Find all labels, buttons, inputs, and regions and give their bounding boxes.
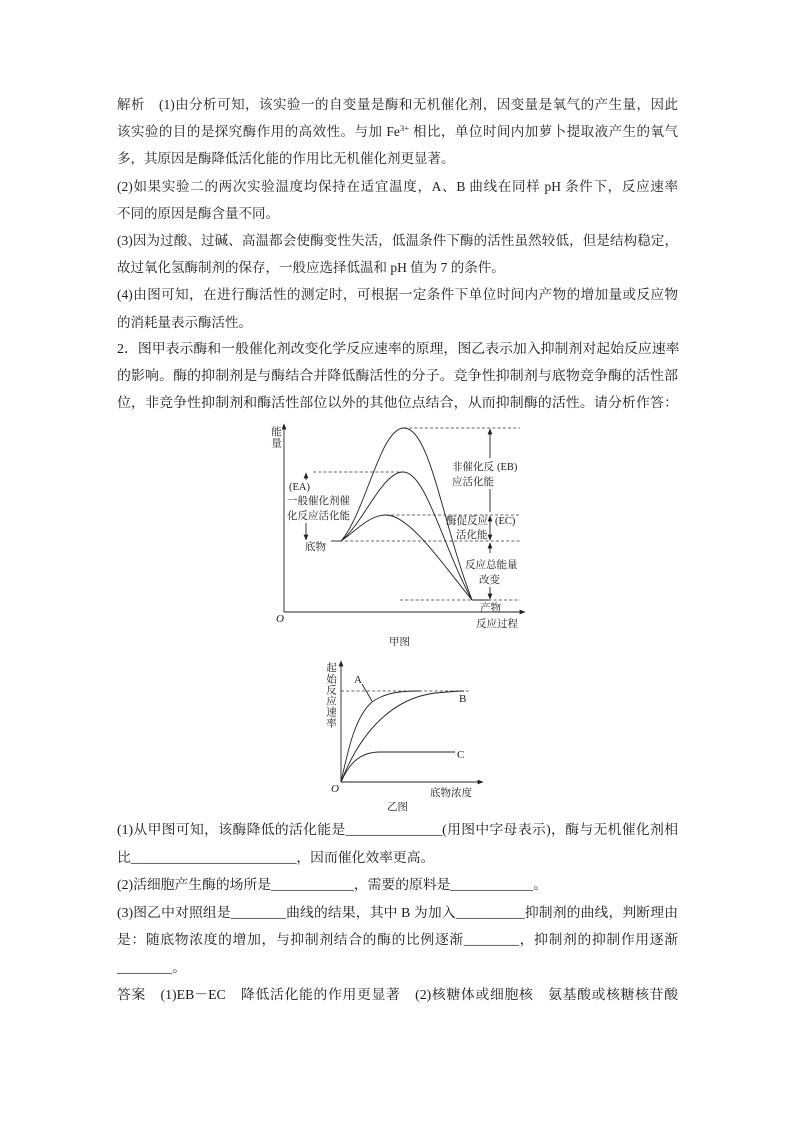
- analysis-line-3: 多，其原因是酶降低活化能的作用比无机催化剂更显著。: [117, 151, 455, 167]
- eb-label-line-2: 应活化能: [452, 477, 494, 488]
- subquestion-3-line-1: (3)图乙中对照组是________曲线的结果，其中 B 为加入__________抑制剂的曲线，判断理由: [117, 904, 678, 920]
- yi-caption: 乙图: [387, 802, 408, 813]
- eb-tag: (EB): [497, 462, 518, 473]
- subquestion-1-line-2: 比________________________，因而催化效率更高。: [117, 849, 435, 865]
- analysis-line-2: [117, 118, 678, 145]
- analysis-line-4: (2)如果实验二的两次实验温度均保持在适宜温度，A、B 曲线在同样 pH 条件下，反应速率: [117, 178, 678, 194]
- curve-a: [341, 691, 420, 782]
- subquestion-3-line-2: 是：随底物浓度的增加，与抑制剂结合的酶的比例逐渐________，抑制剂的抑制作用逐渐: [117, 932, 678, 947]
- subquestion-1-line-1: (1)从甲图可知，该酶降低的活化能是______________(用图中字母表示)，酶与无机催化剂相: [117, 822, 678, 837]
- subquestion-2: (2)活细胞产生酶的场所是____________，需要的原料是____________。: [117, 877, 547, 892]
- ec-label-line-2: 活化能: [456, 530, 488, 541]
- ec-label-line-1: 酶促反应: [446, 516, 488, 527]
- iron-ion-symbol: Fe: [386, 124, 400, 140]
- question-2-intro-line-3: 位，非竞争性抑制剂和酶活性部位以外的其他位点结合，从而抑制酶的活性。请分析作答：: [117, 396, 678, 411]
- question-2-intro: [117, 336, 678, 417]
- curve-a-leader: [362, 684, 372, 701]
- analysis-line-5: 不同的原因是酶含量不同。: [117, 205, 279, 221]
- jia-x-axis-label: 反应过程: [476, 619, 518, 630]
- ec-tag: (EC): [495, 516, 516, 527]
- analysis-line-8: (4)由图可知，在进行酶活性的测定时，可根据一定条件下单位时间内产物的增加量或反应物: [117, 287, 678, 303]
- curve-general-catalyst: [341, 472, 472, 600]
- question-2-subquestions: [117, 816, 678, 1009]
- analysis-line-1: 解析 (1)由分析可知，该实验一的自变量是酶和无机催化剂，因变量是氧气的产生量，因此: [117, 97, 678, 112]
- product-label: 产物: [480, 603, 501, 614]
- energy-change-label-line-2: 改变: [479, 575, 500, 586]
- ea-label-line-2: 化反应活化能: [287, 511, 350, 522]
- iron-ion-charge: 3+: [399, 123, 410, 134]
- curve-a-label: A: [354, 674, 362, 686]
- jia-caption: 甲图: [389, 637, 410, 648]
- energy-change-label-line-1: 反应总能量: [465, 560, 518, 571]
- yi-origin-label: O: [331, 783, 339, 795]
- curve-b-label: B: [459, 693, 467, 705]
- analysis-line-6: (3)因为过酸、过碱、高温都会使酶变性失活，低温条件下酶的活性虽然较低，但是结构稳定，: [117, 233, 678, 249]
- question-2-intro-line-1: 2．图甲表示酶和一般催化剂改变化学反应速率的原理，图乙表示加入抑制剂对起始反应速率: [117, 342, 680, 357]
- rate-diagram-yi: [318, 655, 488, 815]
- analysis-line-9: 的消耗量表示酶活性。: [117, 314, 252, 330]
- energy-diagram-jia: [262, 418, 530, 652]
- ea-tag: (EA): [289, 482, 310, 493]
- curve-b: [341, 691, 467, 782]
- jia-y-axis-label: 能量: [270, 426, 281, 449]
- question-2-intro-line-2: 的影响。酶的抑制剂是与酶结合并降低酶活性的分子。竞争性抑制剂与底物竞争酶的活性部: [117, 369, 678, 384]
- subquestion-3-line-3: ________。: [117, 959, 186, 975]
- curve-c-label: C: [457, 749, 465, 761]
- analysis-line-2-pre: 该实验的目的是探究酶作用的高效性。与加: [117, 124, 387, 140]
- curve-c: [341, 752, 455, 782]
- analysis-line-2-post: 相比，单位时间内加萝卜提取液产生的氧气: [409, 124, 679, 140]
- analysis-line-7: 故过氧化氢酶制剂的保存，一般应选择低温和 pH 值为 7 的条件。: [117, 260, 505, 276]
- answer-line: 答案 (1)EB－EC 降低活化能的作用更显著 (2)核糖体或细胞核 氨基酸或核糖核苷酸: [117, 987, 678, 1002]
- jia-origin-label: O: [276, 613, 284, 625]
- eb-label-line-1: 非催化反: [452, 462, 494, 473]
- yi-y-axis-label: 起始反应速率: [325, 662, 336, 729]
- analysis-section: [117, 91, 678, 336]
- curve-uncatalyzed: [341, 428, 472, 600]
- yi-x-axis-label: 底物浓度: [430, 788, 472, 799]
- ea-label-line-1: 一般催化剂催: [287, 496, 350, 507]
- substrate-label: 底物: [305, 542, 326, 553]
